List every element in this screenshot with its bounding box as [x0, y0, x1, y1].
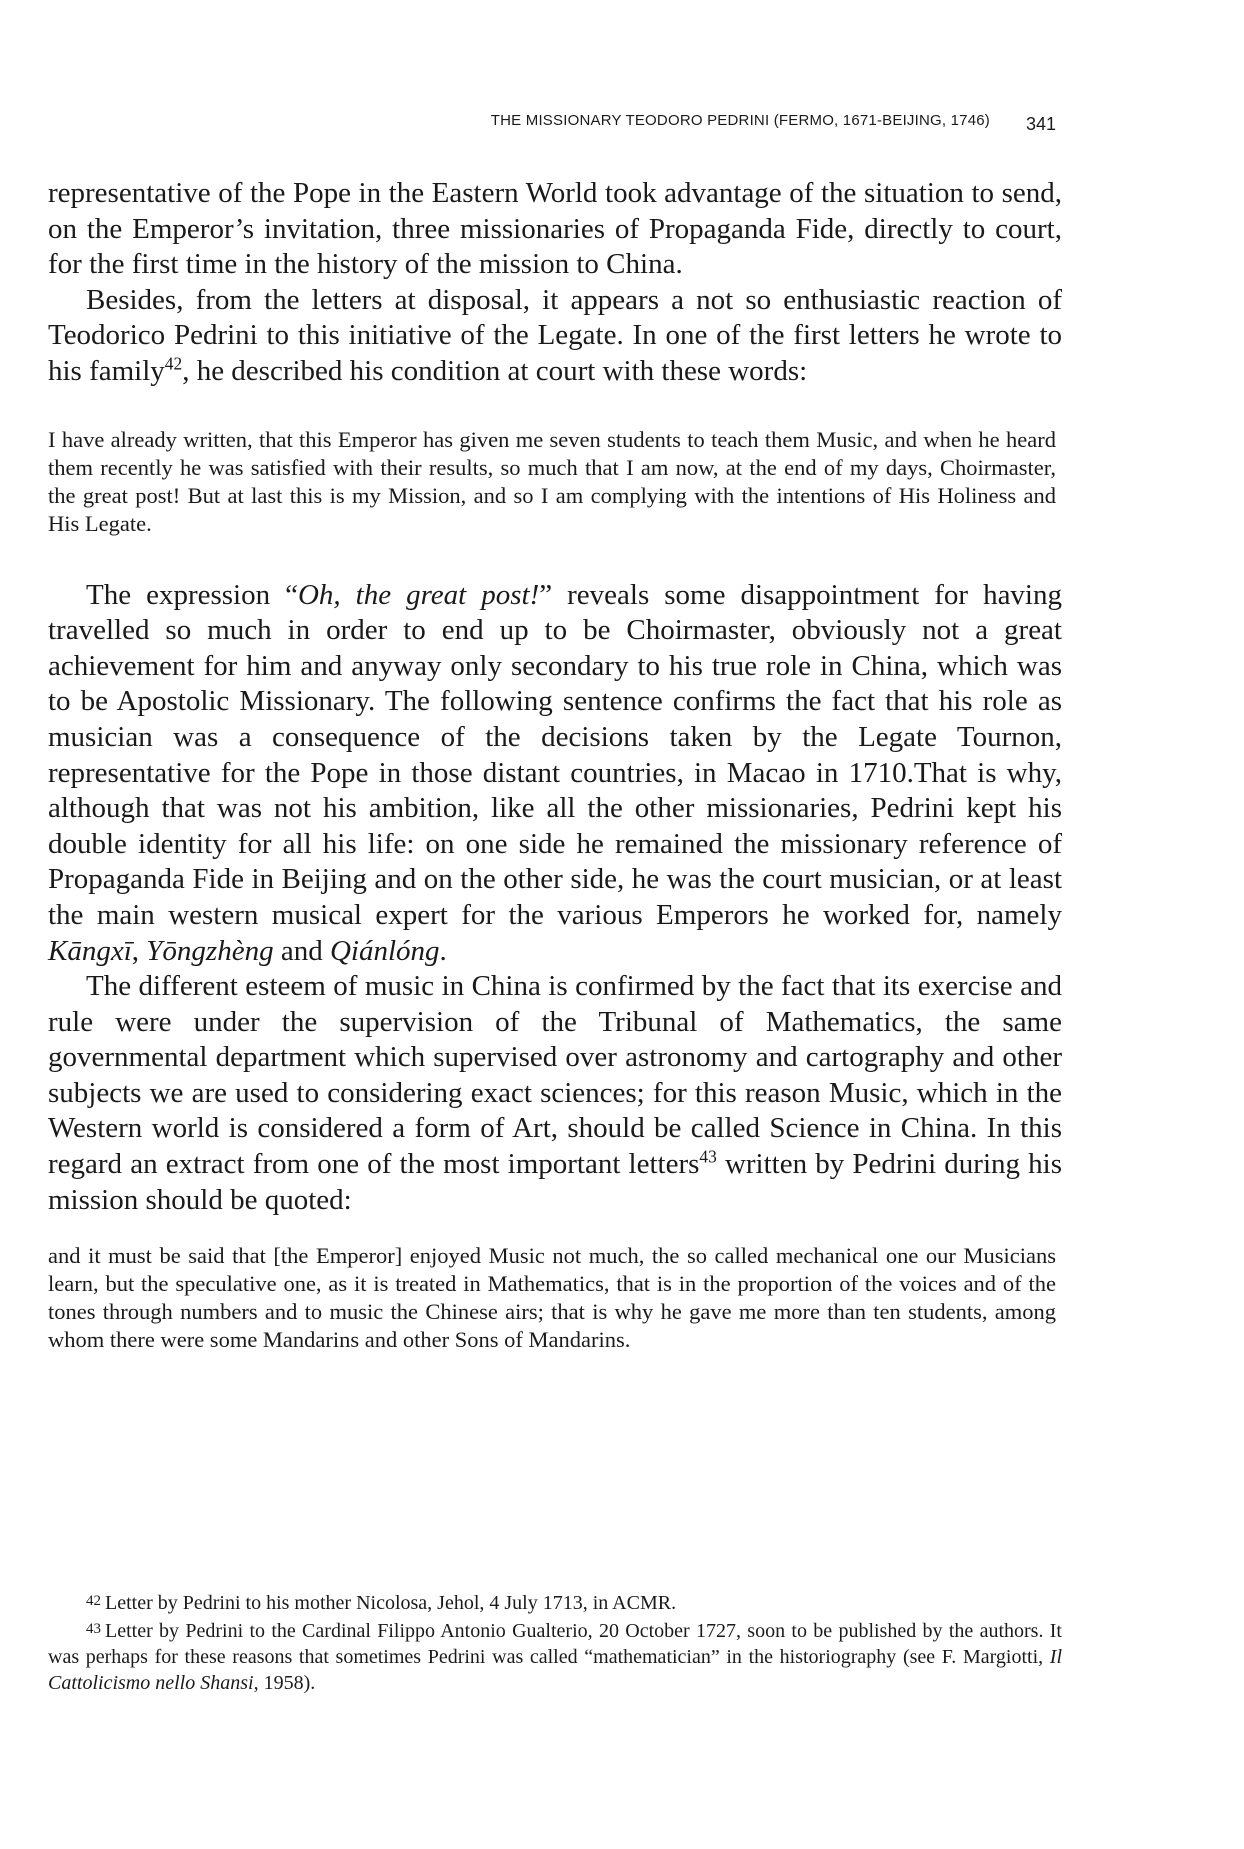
paragraph-2-text-before: Besides, from the letters at disposal, it appears a not so enthusiastic reaction of Teodorico Pedrini to this initiative of the Legate. In one of the first letters he wrote to his family	[48, 283, 1062, 387]
paragraph-3-quoted-expression: Oh, the great post!	[297, 578, 540, 611]
emperor-name-kangxi: Kāngxī	[48, 934, 132, 967]
paragraph-2-text-after: , he described his condition at court with these words:	[182, 354, 808, 387]
body-text	[48, 176, 1062, 1354]
block-quote-1: I have already written, that this Emperor has given me seven students to teach them Music, and when he heard them recently he was satisfied with their results, so much that I am now, at the end of my days, Choirmaster, the great post! But at last this is my Mission, and so I am complying with the intentions of His Holiness and His Legate.	[48, 426, 1056, 536]
emperor-name-yongzheng: Yōngzhèng	[146, 934, 274, 967]
page	[48, 0, 1062, 1849]
paragraph-3	[48, 578, 1062, 970]
paragraph-1-text: representative of the Pope in the Eastern World took advantage of the situation to send, on the Emperor’s invitation, three missionaries of Propaganda Fide, directly to court, for the first time in the history of the mission to China.	[48, 177, 1062, 281]
separator-1: ,	[131, 934, 147, 967]
paragraph-4	[48, 969, 1062, 1218]
page-number: 341	[1025, 114, 1056, 134]
footnote-42-text: Letter by Pedrini to his mother Nicolosa, Jehol, 4 July 1713, in ACMR.	[105, 1592, 677, 1614]
footnote-43-text-after: , 1958).	[253, 1672, 316, 1694]
running-title: THE MISSIONARY TEODORO PEDRINI (FERMO, 1671-BEIJING, 1746)	[490, 112, 990, 129]
paragraph-2	[48, 283, 1062, 390]
block-quote-2: and it must be said that [the Emperor] enjoyed Music not much, the so called mechanical one our Musicians learn, but the speculative one, as it is treated in Mathematics, that is in the proportion of the voices and of the tones through numbers and to music the Chinese airs; that is why he gave me more than ten students, among whom there were some Mandarins and other Sons of Mandarins.	[48, 1243, 1056, 1353]
paragraph-3-text-after: ” reveals some disappointment for having travelled so much in order to end up to be Choirmaster, obviously not a great achievement for him and anyway only secondary to his true role in China, which was to be Apostolic Missionary. The following sentence confirms the fact that his role as musician was a consequence of the decisions taken by the Legate Tournon, representative for the Pope in those distant countries, in Macao in 1710.That is why, although that was not his ambition, like all the other missionaries, Pedrini kept his double identity for all his life: on one side he remained the missionary reference of Propaganda Fide in Beijing and on the other side, he was the court musician, or at least the main western musical expert for the various Emperors he worked for, namely	[48, 578, 1062, 931]
paragraph-1	[48, 176, 1062, 283]
paragraph-4-text-before: The different esteem of music in China is confirmed by the fact that its exercise and rule were under the supervision of the Tribunal of Mathematics, the same governmental department which supervised over astronomy and cartography and other subjects we are used to considering exact sciences; for this reason Music, which in the Western world is considered a form of Art, should be called Science in China. In this regard an extract from one of the most important letters	[48, 970, 1062, 1181]
emperor-name-qianlong: Qiánlóng	[329, 934, 440, 967]
paragraph-3-end: .	[439, 934, 447, 967]
paragraph-4-text-after: written by Pedrini during his mission should be quoted:	[48, 1148, 1062, 1216]
footnote-42-number: 42	[86, 1593, 101, 1609]
running-head	[48, 108, 1062, 138]
footnote-ref-42[interactable]: 42	[164, 353, 183, 374]
footnote-43-number: 43	[86, 1621, 101, 1637]
paragraph-3-text-before: The expression “	[86, 578, 298, 611]
footnote-ref-43[interactable]: 43	[699, 1146, 717, 1167]
footnote-43-book-title: Il Cattolicismo nello Shansi	[48, 1646, 1062, 1694]
footnotes	[48, 1588, 1062, 1696]
footnote-43-text-before: Letter by Pedrini to the Cardinal Filippo Antonio Gualterio, 20 October 1727, soon to be published by the authors. It was perhaps for these reasons that sometimes Pedrini was called “mathematician” in the historiography (see F. Margiotti,	[48, 1620, 1062, 1668]
separator-2: and	[273, 934, 330, 967]
footnote-42	[48, 1588, 1062, 1616]
footnote-43	[48, 1616, 1062, 1696]
